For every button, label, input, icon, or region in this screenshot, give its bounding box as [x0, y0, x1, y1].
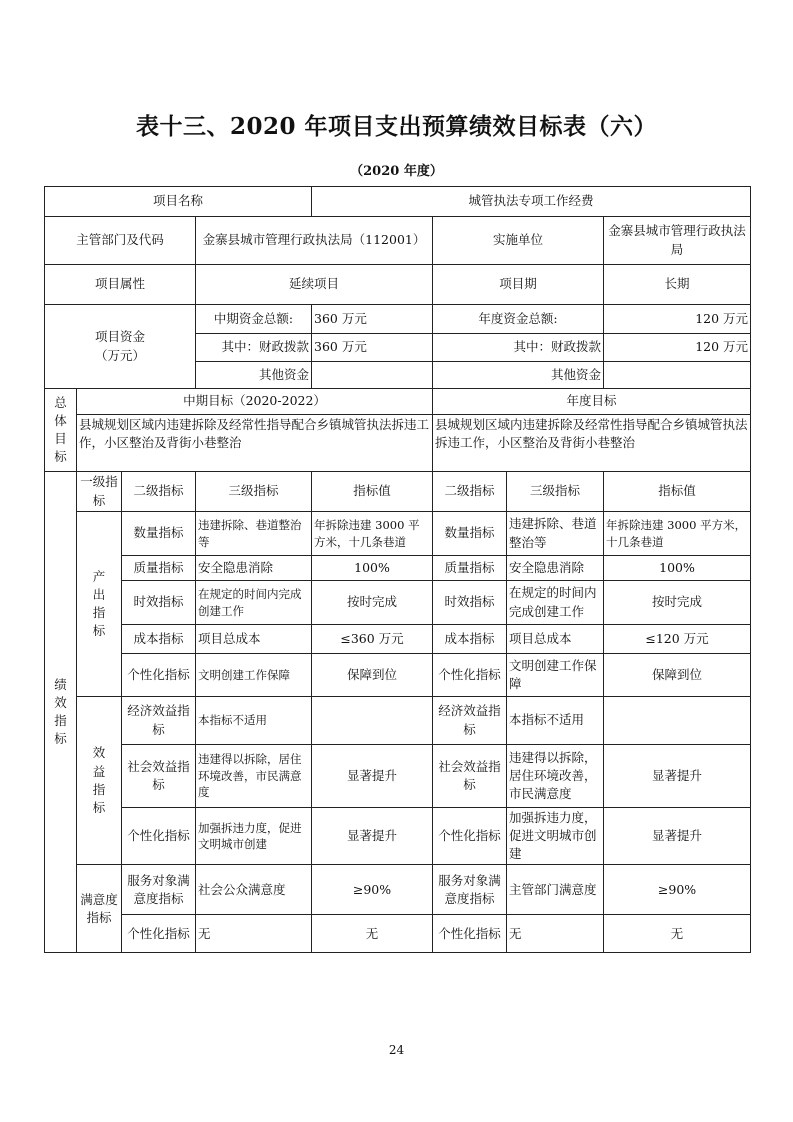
- attr-label: 项目属性: [45, 265, 196, 305]
- table-row: 年拆除违建 3000 平方米，十几条巷道: [312, 512, 433, 556]
- table-row: 服务对象满意度指标: [122, 865, 196, 915]
- page-title: 表十三、2020 年项目支出预算绩效目标表（六）: [135, 113, 658, 140]
- year-total-label: 年度资金总额:: [433, 305, 604, 334]
- table-row: 质量指标: [433, 556, 507, 581]
- header-level2: 二级指标: [122, 472, 196, 512]
- mid-total-value: 360 万元: [312, 305, 433, 334]
- satisfaction-group-label: 满意度 指标: [77, 865, 122, 953]
- page-number: 24: [388, 1043, 405, 1057]
- dept-label: 主管部门及代码: [45, 217, 196, 265]
- header-value: 指标值: [312, 472, 433, 512]
- header-level1: 一级指标: [77, 472, 122, 512]
- mid-fin-value: 360 万元: [312, 334, 433, 362]
- table-row: 个性化指标: [122, 915, 196, 953]
- table-row: 项目总成本: [196, 625, 312, 654]
- year-goal-header: 年度目标: [433, 389, 751, 415]
- table-row: 质量指标: [122, 556, 196, 581]
- table-row: ≤360 万元: [312, 625, 433, 654]
- table-row: 违建得以拆除，居住环境改善，市民满意度: [196, 745, 312, 808]
- table-row: 无: [604, 915, 751, 953]
- table-row: 经济效益指标: [433, 697, 507, 745]
- mid-other-value: [312, 362, 433, 389]
- project-name-label: 项目名称: [45, 187, 312, 217]
- year-subtitle: （2020 年度）: [350, 164, 443, 179]
- table-row: 经济效益指标: [122, 697, 196, 745]
- year-fin-value: 120 万元: [604, 334, 751, 362]
- project-name-value: 城管执法专项工作经费: [312, 187, 751, 217]
- table-row: 显著提升: [312, 745, 433, 808]
- impl-value: 金寨县城市管理行政执法局: [604, 217, 751, 265]
- table-row: 社会效益指标: [122, 745, 196, 808]
- table-row: 加强拆违力度，促进文明城市创建: [507, 808, 604, 865]
- table-row: 显著提升: [604, 808, 751, 865]
- table-row: 在规定的时间内完成创建工作: [196, 581, 312, 625]
- table-row: 安全隐患消除: [507, 556, 604, 581]
- table-row: 无: [507, 915, 604, 953]
- overall-goal-label: 总 体 目 标: [45, 389, 77, 472]
- attr-value: 延续项目: [196, 265, 433, 305]
- table-row: 100%: [312, 556, 433, 581]
- dept-value: 金寨县城市管理行政执法局（112001）: [196, 217, 433, 265]
- table-row: 违建拆除、巷道整治等: [507, 512, 604, 556]
- table-row: 个性化指标: [433, 654, 507, 697]
- header-valueb: 指标值: [604, 472, 751, 512]
- mid-fin-label: 其中：财政拨款: [196, 334, 312, 362]
- budget-performance-table: [44, 186, 751, 953]
- table-row: 成本指标: [122, 625, 196, 654]
- impl-label: 实施单位: [433, 217, 604, 265]
- year-other-value: [604, 362, 751, 389]
- table-row: 文明创建工作保障: [507, 654, 604, 697]
- mid-total-label: 中期资金总额:: [196, 305, 312, 334]
- table-row: 加强拆违力度，促进文明城市创建: [196, 808, 312, 865]
- funds-label: 项目资金 （万元）: [45, 305, 196, 389]
- period-label: 项目期: [433, 265, 604, 305]
- table-row: 保障到位: [312, 654, 433, 697]
- table-row: 无: [312, 915, 433, 953]
- year-goal-text: 县城规划区域内违建拆除及经常性指导配合乡镇城管执法拆违工作，小区整治及背街小巷整治: [433, 415, 751, 472]
- table-row: 100%: [604, 556, 751, 581]
- benefit-group-label: 效 益 指 标: [77, 697, 122, 865]
- table-row: 年拆除违建 3000 平方米，十几条巷道: [604, 512, 751, 556]
- table-row: 个性化指标: [433, 808, 507, 865]
- table-row: 违建得以拆除，居住环境改善，市民满意度: [507, 745, 604, 808]
- table-row: 项目总成本: [507, 625, 604, 654]
- perf-indicator-label: 绩 效 指 标: [45, 472, 77, 953]
- table-row: 数量指标: [122, 512, 196, 556]
- output-group-label: 产 出 指 标: [77, 512, 122, 697]
- table-row: 数量指标: [433, 512, 507, 556]
- table-row: [604, 697, 751, 745]
- table-row: 文明创建工作保障: [196, 654, 312, 697]
- table-row: 无: [196, 915, 312, 953]
- table-row: [312, 697, 433, 745]
- table-row: 在规定的时间内完成创建工作: [507, 581, 604, 625]
- table-row: 按时完成: [604, 581, 751, 625]
- mid-other-label: 其他资金: [196, 362, 312, 389]
- table-row: 保障到位: [604, 654, 751, 697]
- table-row: 时效指标: [433, 581, 507, 625]
- table-row: 社会公众满意度: [196, 865, 312, 915]
- table-row: ≥90%: [604, 865, 751, 915]
- mid-goal-header: 中期目标（2020-2022）: [77, 389, 433, 415]
- table-row: 本指标不适用: [507, 697, 604, 745]
- table-row: 按时完成: [312, 581, 433, 625]
- table-row: 社会效益指标: [433, 745, 507, 808]
- header-level3b: 三级指标: [507, 472, 604, 512]
- table-row: 显著提升: [604, 745, 751, 808]
- table-row: ≥90%: [312, 865, 433, 915]
- table-row: 个性化指标: [122, 808, 196, 865]
- table-row: 服务对象满意度指标: [433, 865, 507, 915]
- year-fin-label: 其中：财政拨款: [433, 334, 604, 362]
- table-row: 违建拆除、巷道整治等: [196, 512, 312, 556]
- table-row: 个性化指标: [122, 654, 196, 697]
- table-row: 安全隐患消除: [196, 556, 312, 581]
- year-other-label: 其他资金: [433, 362, 604, 389]
- table-row: 本指标不适用: [196, 697, 312, 745]
- table-row: ≤120 万元: [604, 625, 751, 654]
- year-total-value: 120 万元: [604, 305, 751, 334]
- header-level3: 三级指标: [196, 472, 312, 512]
- table-row: 成本指标: [433, 625, 507, 654]
- table-row: 显著提升: [312, 808, 433, 865]
- header-level2b: 二级指标: [433, 472, 507, 512]
- table-row: 个性化指标: [433, 915, 507, 953]
- period-value: 长期: [604, 265, 751, 305]
- mid-goal-text: 县城规划区域内违建拆除及经常性指导配合乡镇城管执法拆违工作，小区整治及背街小巷整治: [77, 415, 433, 472]
- table-row: 时效指标: [122, 581, 196, 625]
- table-row: 主管部门满意度: [507, 865, 604, 915]
